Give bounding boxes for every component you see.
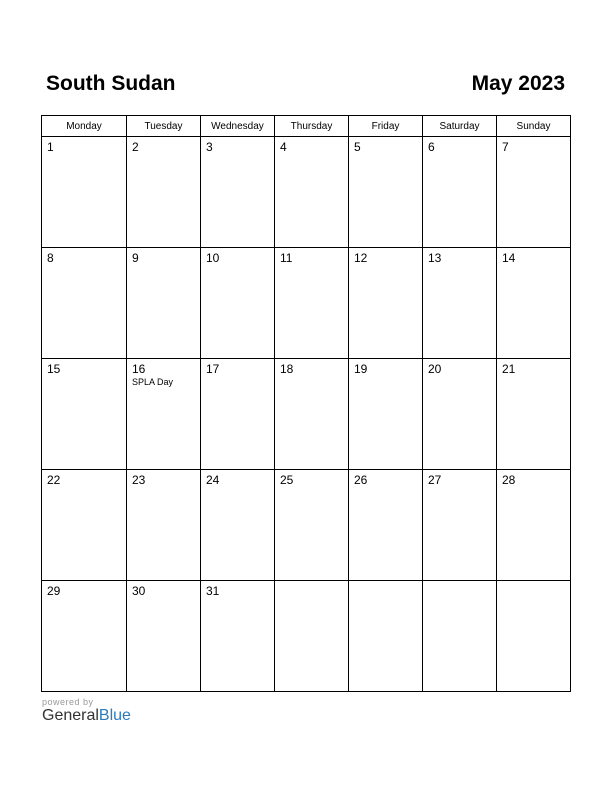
weekday-header: Thursday — [275, 116, 349, 137]
month-title: May 2023 — [471, 72, 565, 95]
day-cell — [497, 470, 571, 581]
powered-by-label: powered by — [42, 697, 94, 707]
day-cell — [201, 470, 275, 581]
day-cell — [201, 137, 275, 248]
weekday-header: Tuesday — [127, 116, 201, 137]
day-cell — [423, 581, 497, 692]
holiday-label: SPLA Day — [132, 377, 174, 387]
day-number: 10 — [206, 251, 220, 265]
day-cell — [127, 359, 201, 470]
day-number: 19 — [354, 362, 368, 376]
day-number: 3 — [206, 140, 213, 154]
day-number — [275, 581, 348, 584]
day-cell — [275, 137, 349, 248]
weekday-header: Monday — [42, 116, 127, 137]
day-cell — [127, 581, 201, 692]
day-cell — [201, 359, 275, 470]
day-number — [497, 581, 570, 584]
day-cell — [201, 248, 275, 359]
day-cell — [42, 581, 127, 692]
day-number: 2 — [132, 140, 139, 154]
country-title: South Sudan — [46, 72, 176, 95]
day-cell — [275, 359, 349, 470]
day-cell — [423, 359, 497, 470]
day-cell — [349, 359, 423, 470]
weekday-header-row — [42, 116, 571, 137]
day-number: 20 — [428, 362, 442, 376]
day-number: 24 — [206, 473, 220, 487]
day-number — [423, 581, 496, 584]
day-cell — [497, 137, 571, 248]
day-number: 11 — [280, 251, 293, 265]
day-cell — [423, 137, 497, 248]
day-cell — [275, 470, 349, 581]
day-number: 18 — [280, 362, 294, 376]
week-row — [42, 581, 571, 692]
day-number: 16 — [132, 362, 146, 376]
day-cell — [349, 248, 423, 359]
day-cell — [275, 581, 349, 692]
day-number: 8 — [47, 251, 54, 265]
day-number: 21 — [502, 362, 516, 376]
footer-logo — [42, 697, 131, 725]
day-number: 13 — [428, 251, 442, 265]
brand-general: General — [42, 707, 99, 724]
day-number: 25 — [280, 473, 294, 487]
day-number: 15 — [47, 362, 61, 376]
day-number: 23 — [132, 473, 146, 487]
day-number: 4 — [280, 140, 287, 154]
day-number: 9 — [132, 251, 139, 265]
day-cell — [497, 581, 571, 692]
day-cell — [497, 359, 571, 470]
day-cell — [349, 137, 423, 248]
day-cell — [349, 581, 423, 692]
week-row — [42, 470, 571, 581]
week-row — [42, 137, 571, 248]
day-number: 29 — [47, 584, 61, 598]
day-cell — [201, 581, 275, 692]
day-cell — [423, 470, 497, 581]
day-cell — [42, 470, 127, 581]
day-cell — [42, 359, 127, 470]
day-number: 26 — [354, 473, 368, 487]
day-number: 6 — [428, 140, 435, 154]
day-cell — [497, 248, 571, 359]
weekday-header: Wednesday — [201, 116, 275, 137]
day-cell — [127, 470, 201, 581]
week-row — [42, 248, 571, 359]
weekday-header: Friday — [349, 116, 423, 137]
day-number: 22 — [47, 473, 61, 487]
day-cell — [423, 248, 497, 359]
day-number: 7 — [502, 140, 509, 154]
day-cell — [127, 137, 201, 248]
day-cell — [42, 248, 127, 359]
brand-blue: Blue — [98, 707, 131, 724]
day-number: 28 — [502, 473, 516, 487]
weekday-header: Saturday — [423, 116, 497, 137]
day-number: 5 — [354, 140, 361, 154]
day-number: 1 — [47, 140, 54, 154]
day-number: 17 — [206, 362, 220, 376]
day-number — [349, 581, 422, 584]
day-cell — [127, 248, 201, 359]
day-number: 30 — [132, 584, 146, 598]
brand-logo — [42, 707, 131, 725]
calendar-grid — [41, 115, 571, 692]
week-row — [42, 359, 571, 470]
weekday-header: Sunday — [497, 116, 571, 137]
day-number: 12 — [354, 251, 368, 265]
day-cell — [349, 470, 423, 581]
day-number: 14 — [502, 251, 516, 265]
day-number: 31 — [206, 584, 220, 598]
day-cell — [42, 137, 127, 248]
day-number: 27 — [428, 473, 442, 487]
day-cell — [275, 248, 349, 359]
